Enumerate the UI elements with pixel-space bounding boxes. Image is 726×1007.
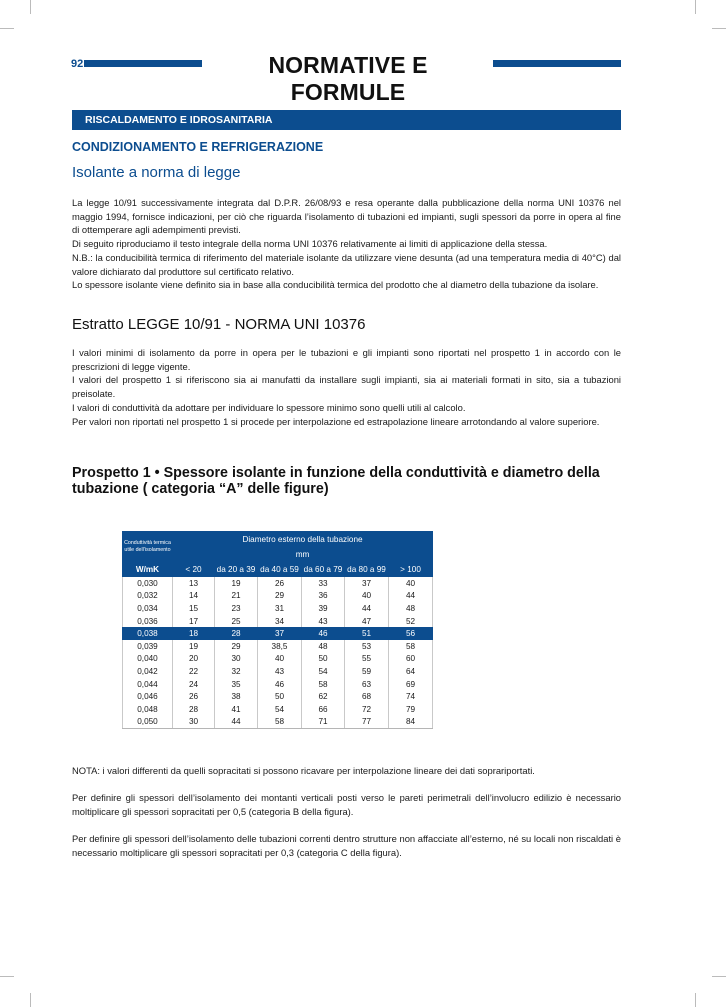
extract-paragraph: I valori di conduttività da adottare per individuare lo spessore minimo sono quelli utili al calcolo.	[72, 401, 466, 413]
thickness-cell: 18	[173, 627, 215, 640]
table-row	[123, 590, 433, 603]
intro-paragraph: La legge 10/91 successivamente integrata dal D.P.R. 26/08/93 e resa operante dalla pubblicazione della norma UNI 10376 nel maggio 1994, fornisce indicazioni, per ciò che riguarda l’isolamento di tubazioni ed impianti, sugli spessori da porre in opera al fine di ottemperare agli adempimenti previsti.	[72, 197, 621, 236]
column-header: da 40 a 59	[258, 562, 302, 577]
thickness-cell: 34	[258, 615, 302, 628]
crop-mark	[30, 0, 31, 14]
table-row	[123, 602, 433, 615]
thickness-cell: 79	[389, 703, 433, 716]
thickness-cell: 40	[258, 653, 302, 666]
crop-mark	[695, 993, 696, 1007]
paragraph-categoria-c: Per definire gli spessori dell’isolamento delle tubazioni correnti dentro strutture non affacciate all’esterno, né su locali non riscaldati è necessario moltiplicare gli spessori sopracitati per 0,3 (categoria C della figura).	[72, 833, 621, 858]
column-header: da 80 a 99	[345, 562, 389, 577]
paragraph-categoria-b: Per definire gli spessori dell’isolamento dei montanti verticali posti verso le pareti perimetrali dell’involucro edilizio è necessario moltiplicare gli spessori sopracitati per 0,5 (categoria B della figura).	[72, 792, 621, 817]
thickness-cell: 68	[345, 690, 389, 703]
conductivity-cell: 0,039	[123, 640, 173, 653]
thickness-cell: 62	[302, 690, 345, 703]
thickness-cell: 37	[258, 627, 302, 640]
conductivity-header: Conduttività termica utile dell’isolamento	[123, 532, 173, 562]
heading-estratto: Estratto LEGGE 10/91 - NORMA UNI 10376	[72, 316, 366, 333]
diameter-header: Diametro esterno della tubazione	[173, 532, 433, 548]
conductivity-cell: 0,038	[123, 627, 173, 640]
conductivity-cell: 0,032	[123, 590, 173, 603]
thickness-cell: 74	[389, 690, 433, 703]
page-title: NORMATIVE E FORMULE	[268, 52, 428, 105]
column-header: > 100	[389, 562, 433, 577]
thickness-cell: 43	[302, 615, 345, 628]
thickness-cell: 13	[173, 577, 215, 590]
column-header: da 20 a 39	[215, 562, 258, 577]
thickness-cell: 66	[302, 703, 345, 716]
thickness-cell: 29	[258, 590, 302, 603]
thickness-cell: 47	[345, 615, 389, 628]
crop-mark	[0, 976, 14, 977]
extract-paragraph: I valori del prospetto 1 si riferiscono sia ai manufatti da installare sugli impianti, sia ai materiali formati in sito, sia a tubazioni preisolate.	[72, 374, 621, 400]
crop-mark	[712, 976, 726, 977]
thickness-cell: 26	[173, 690, 215, 703]
heading-isolante: Isolante a norma di legge	[72, 164, 241, 181]
thickness-cell: 46	[258, 678, 302, 691]
prospetto-title: Prospetto 1 • Spessore isolante in funzione della conduttività e diametro della tubazione ( categoria “A” delle figure)	[72, 465, 600, 497]
thickness-cell: 59	[345, 665, 389, 678]
thickness-cell: 54	[302, 665, 345, 678]
thickness-cell: 72	[345, 703, 389, 716]
thickness-cell: 30	[215, 653, 258, 666]
thickness-cell: 39	[302, 602, 345, 615]
thickness-cell: 41	[215, 703, 258, 716]
thickness-cell: 60	[389, 653, 433, 666]
extract-text	[72, 346, 621, 428]
thickness-cell: 48	[302, 640, 345, 653]
thickness-cell: 43	[258, 665, 302, 678]
thickness-cell: 56	[389, 627, 433, 640]
table-row	[123, 678, 433, 691]
thickness-cell: 64	[389, 665, 433, 678]
thickness-cell: 19	[215, 577, 258, 590]
diameter-unit: mm	[173, 548, 433, 562]
thickness-cell: 36	[302, 590, 345, 603]
thickness-cell: 40	[389, 577, 433, 590]
conductivity-cell: 0,036	[123, 615, 173, 628]
thickness-cell: 54	[258, 703, 302, 716]
thickness-cell: 55	[345, 653, 389, 666]
conductivity-cell: 0,050	[123, 716, 173, 729]
insulation-table	[122, 531, 433, 729]
intro-paragraph: N.B.: la conducibilità termica di riferimento del materiale isolante da utilizzare viene desunta (ad una temperatura media di 40°C) dal valore dichiarato dal produttore sul certificato relativo.	[72, 251, 621, 277]
conductivity-cell: 0,034	[123, 602, 173, 615]
thickness-cell: 50	[258, 690, 302, 703]
table-row	[123, 703, 433, 716]
thickness-cell: 44	[215, 716, 258, 729]
thickness-cell: 48	[389, 602, 433, 615]
thickness-cell: 38,5	[258, 640, 302, 653]
header-rule-right	[493, 60, 621, 67]
table-row	[123, 716, 433, 729]
header-rule-left	[72, 60, 202, 67]
thickness-cell: 30	[173, 716, 215, 729]
thickness-cell: 23	[215, 602, 258, 615]
page-number: 92	[71, 58, 84, 70]
thickness-cell: 28	[173, 703, 215, 716]
thickness-cell: 33	[302, 577, 345, 590]
crop-mark	[0, 28, 14, 29]
thickness-cell: 24	[173, 678, 215, 691]
thickness-cell: 35	[215, 678, 258, 691]
section-bar: RISCALDAMENTO E IDROSANITARIA	[72, 110, 621, 130]
thickness-cell: 28	[215, 627, 258, 640]
conductivity-cell: 0,048	[123, 703, 173, 716]
thickness-cell: 63	[345, 678, 389, 691]
crop-mark	[30, 993, 31, 1007]
thickness-cell: 22	[173, 665, 215, 678]
thickness-cell: 58	[258, 716, 302, 729]
table-row	[123, 665, 433, 678]
thickness-cell: 58	[389, 640, 433, 653]
conductivity-cell: 0,046	[123, 690, 173, 703]
thickness-cell: 58	[302, 678, 345, 691]
thickness-cell: 44	[345, 602, 389, 615]
nota-text: NOTA: i valori differenti da quelli sopracitati si possono ricavare per interpolazione lineare dei dati soprariportati.	[72, 765, 535, 776]
column-header: da 60 a 79	[302, 562, 345, 577]
thickness-cell: 84	[389, 716, 433, 729]
conductivity-cell: 0,044	[123, 678, 173, 691]
conductivity-cell: 0,040	[123, 653, 173, 666]
intro-text	[72, 196, 621, 292]
thickness-cell: 53	[345, 640, 389, 653]
thickness-cell: 50	[302, 653, 345, 666]
thickness-cell: 40	[345, 590, 389, 603]
thickness-cell: 14	[173, 590, 215, 603]
thickness-cell: 51	[345, 627, 389, 640]
conductivity-cell: 0,030	[123, 577, 173, 590]
table-row	[123, 627, 433, 640]
thickness-cell: 69	[389, 678, 433, 691]
thickness-cell: 52	[389, 615, 433, 628]
table-row	[123, 615, 433, 628]
thickness-cell: 20	[173, 653, 215, 666]
thickness-cell: 26	[258, 577, 302, 590]
crop-mark	[712, 28, 726, 29]
thickness-cell: 25	[215, 615, 258, 628]
table-row	[123, 653, 433, 666]
column-header: < 20	[173, 562, 215, 577]
conductivity-cell: 0,042	[123, 665, 173, 678]
thickness-cell: 17	[173, 615, 215, 628]
subheading: CONDIZIONAMENTO E REFRIGERAZIONE	[72, 140, 324, 154]
thickness-cell: 21	[215, 590, 258, 603]
thickness-cell: 31	[258, 602, 302, 615]
table-row	[123, 640, 433, 653]
extract-paragraph: I valori minimi di isolamento da porre in opera per le tubazioni e gli impianti sono riportati nel prospetto 1 in accordo con le prescrizioni di legge vigente.	[72, 347, 621, 372]
thickness-cell: 46	[302, 627, 345, 640]
thickness-cell: 37	[345, 577, 389, 590]
conductivity-unit: W/mK	[123, 562, 173, 577]
thickness-cell: 71	[302, 716, 345, 729]
thickness-cell: 38	[215, 690, 258, 703]
intro-paragraph: Lo spessore isolante viene definito sia in base alla conducibilità termica del prodotto che al diametro della tubazione da isolare.	[72, 279, 599, 291]
thickness-cell: 32	[215, 665, 258, 678]
thickness-cell: 15	[173, 602, 215, 615]
intro-paragraph: Di seguito riproduciamo il testo integrale della norma UNI 10376 relativamente ai limiti di applicazione della stessa.	[72, 238, 548, 250]
crop-mark	[695, 0, 696, 14]
thickness-cell: 77	[345, 716, 389, 729]
extract-paragraph: Per valori non riportati nel prospetto 1 si procede per interpolazione ed estrapolazione lineare arrotondando al valore superiore.	[72, 415, 600, 427]
thickness-cell: 44	[389, 590, 433, 603]
thickness-cell: 29	[215, 640, 258, 653]
table-row	[123, 577, 433, 590]
table-row	[123, 690, 433, 703]
thickness-cell: 19	[173, 640, 215, 653]
